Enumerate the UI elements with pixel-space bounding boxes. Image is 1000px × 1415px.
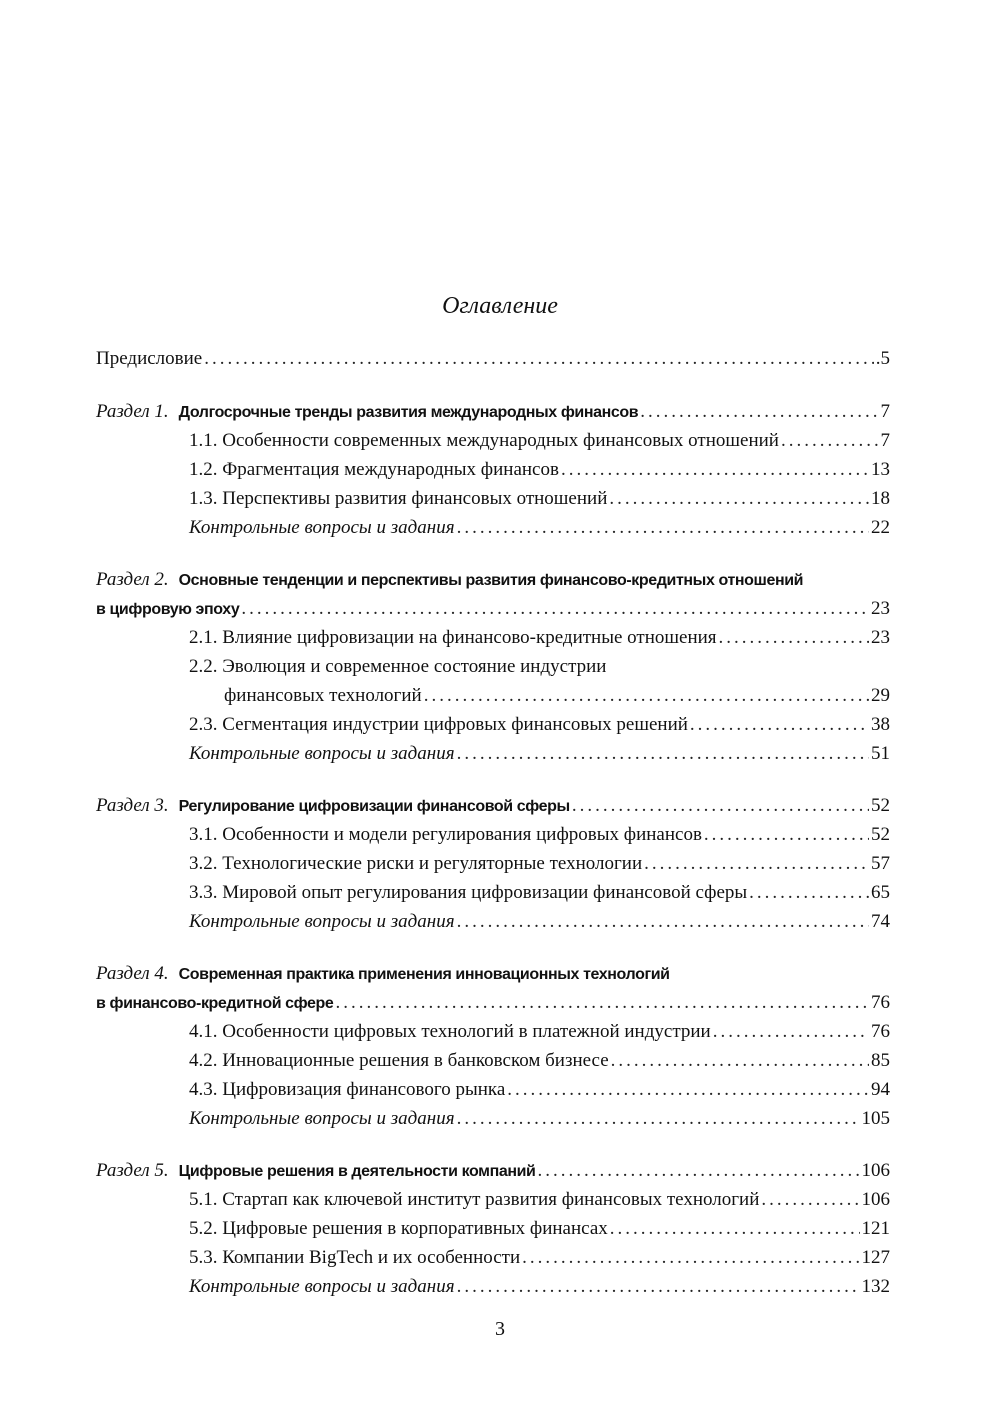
toc-entry[interactable] [96, 652, 890, 681]
section-page: 23 [871, 598, 890, 619]
section-page: 7 [880, 401, 890, 422]
page-number: 3 [495, 1318, 505, 1340]
section-title: Долгосрочные тренды развития международных финансов [178, 404, 639, 421]
section-label: Раздел 2. [96, 569, 169, 590]
entry-page: 57 [871, 853, 890, 874]
toc-section-4-cont[interactable] [96, 988, 890, 1017]
leader-dots [761, 1185, 859, 1214]
entry-label: 5.1. Стартап как ключевой институт развития финансовых технологий [189, 1189, 760, 1210]
toc-section-2[interactable] [96, 565, 890, 594]
entry-page: 74 [871, 911, 890, 932]
toc-entry-cont[interactable] [96, 681, 890, 710]
entry-label: 4.3. Цифровизация финансового рынка [189, 1079, 506, 1100]
toc-entry[interactable] [96, 1185, 890, 1214]
toc-section-1[interactable] [96, 397, 890, 426]
toc-entry-review[interactable] [96, 907, 890, 936]
leader-dots [609, 484, 869, 513]
leader-dots [507, 1075, 869, 1104]
entry-label: 4.1. Особенности цифровых технологий в платежной индустрии [189, 1021, 711, 1042]
entry-page: .5 [875, 348, 890, 369]
entry-label: 1.2. Фрагментация международных финансов [189, 459, 559, 480]
table-of-contents [96, 344, 890, 1301]
toc-entry[interactable] [96, 710, 890, 739]
entry-label: 5.2. Цифровые решения в корпоративных финансах [189, 1218, 608, 1239]
entry-label: 2.2. Эволюция и современное состояние индустрии [189, 656, 607, 677]
entry-page: 18 [871, 488, 890, 509]
entry-label: 3.1. Особенности и модели регулирования цифровых финансов [189, 824, 702, 845]
leader-dots [457, 907, 869, 936]
toc-section-2-cont[interactable] [96, 594, 890, 623]
leader-dots [457, 1104, 860, 1133]
entry-label: 1.1. Особенности современных международных финансовых отношений [189, 430, 779, 451]
entry-page: 52 [871, 824, 890, 845]
leader-dots [204, 344, 874, 373]
entry-page: 94 [871, 1079, 890, 1100]
entry-label-cont: финансовых технологий [224, 685, 422, 706]
toc-entry[interactable] [96, 1046, 890, 1075]
leader-dots [704, 820, 869, 849]
section-title-cont: в финансово-кредитной сфере [96, 995, 334, 1012]
entry-page: 23 [871, 627, 890, 648]
toc-section-3[interactable] [96, 791, 890, 820]
leader-dots [457, 739, 869, 768]
entry-label: 4.2. Инновационные решения в банковском бизнесе [189, 1050, 609, 1071]
leader-dots [561, 455, 869, 484]
entry-label: Контрольные вопросы и задания [189, 1108, 455, 1129]
leader-dots [719, 623, 869, 652]
section-page: 106 [861, 1160, 890, 1181]
leader-dots [241, 594, 869, 623]
toc-entry[interactable] [96, 426, 890, 455]
entry-page: 127 [861, 1247, 890, 1268]
entry-label: Контрольные вопросы и задания [189, 911, 455, 932]
entry-page: 29 [871, 685, 890, 706]
toc-entry[interactable] [96, 878, 890, 907]
entry-page: 105 [861, 1108, 890, 1129]
toc-entry-review[interactable] [96, 513, 890, 542]
entry-label: 3.2. Технологические риски и регуляторные технологии [189, 853, 643, 874]
leader-dots [610, 1214, 860, 1243]
section-title: Цифровые решения в деятельности компаний [178, 1163, 536, 1180]
toc-title: Оглавление [442, 293, 558, 319]
toc-entry[interactable] [96, 623, 890, 652]
toc-entry[interactable] [96, 849, 890, 878]
entry-page: 76 [871, 1021, 890, 1042]
entry-page: 132 [861, 1276, 890, 1297]
entry-label: Предисловие [96, 348, 203, 369]
entry-label: 2.3. Сегментация индустрии цифровых финансовых решений [189, 714, 688, 735]
toc-entry[interactable] [96, 820, 890, 849]
entry-page: 13 [871, 459, 890, 480]
leader-dots [644, 849, 869, 878]
leader-dots [611, 1046, 869, 1075]
entry-page: 85 [871, 1050, 890, 1071]
toc-entry-review[interactable] [96, 739, 890, 768]
section-title-cont: в цифровую эпоху [96, 601, 240, 618]
toc-entry-review[interactable] [96, 1272, 890, 1301]
leader-dots [457, 513, 869, 542]
leader-dots [781, 426, 879, 455]
toc-section-5[interactable] [96, 1156, 890, 1185]
leader-dots [457, 1272, 860, 1301]
section-label: Раздел 1. [96, 401, 169, 422]
entry-page: 7 [880, 430, 890, 451]
leader-dots [522, 1243, 859, 1272]
toc-entry-review[interactable] [96, 1104, 890, 1133]
entry-label: Контрольные вопросы и задания [189, 1276, 455, 1297]
leader-dots [335, 988, 869, 1017]
leader-dots [640, 397, 878, 426]
toc-entry[interactable] [96, 455, 890, 484]
toc-entry[interactable] [96, 1017, 890, 1046]
entry-label: Контрольные вопросы и задания [189, 743, 455, 764]
entry-page: 106 [861, 1189, 890, 1210]
leader-dots [572, 791, 869, 820]
toc-entry[interactable] [96, 1243, 890, 1272]
entry-page: 51 [871, 743, 890, 764]
toc-entry[interactable] [96, 484, 890, 513]
entry-label: 2.1. Влияние цифровизации на финансово-кредитные отношения [189, 627, 717, 648]
entry-label: 1.3. Перспективы развития финансовых отношений [189, 488, 608, 509]
leader-dots [690, 710, 869, 739]
leader-dots [713, 1017, 869, 1046]
section-label: Раздел 3. [96, 795, 169, 816]
section-label: Раздел 5. [96, 1160, 169, 1181]
entry-label: 5.3. Компании BigTech и их особенности [189, 1247, 521, 1268]
entry-label: 3.3. Мировой опыт регулирования цифровизации финансовой сферы [189, 882, 748, 903]
entry-page: 38 [871, 714, 890, 735]
section-title: Современная практика применения инновационных технологий [178, 966, 670, 983]
section-page: 52 [871, 795, 890, 816]
section-page: 76 [871, 992, 890, 1013]
section-label: Раздел 4. [96, 963, 169, 984]
entry-page: 65 [871, 882, 890, 903]
section-title: Регулирование цифровизации финансовой сферы [178, 798, 570, 815]
toc-entry[interactable] [96, 1075, 890, 1104]
leader-dots [424, 681, 869, 710]
toc-entry-preface[interactable] [96, 344, 890, 373]
toc-entry[interactable] [96, 1214, 890, 1243]
section-title: Основные тенденции и перспективы развития финансово-кредитных отношений [178, 572, 804, 589]
leader-dots [749, 878, 869, 907]
entry-page: 121 [861, 1218, 890, 1239]
leader-dots [538, 1156, 860, 1185]
entry-page: 22 [871, 517, 890, 538]
toc-section-4[interactable] [96, 959, 890, 988]
entry-label: Контрольные вопросы и задания [189, 517, 455, 538]
